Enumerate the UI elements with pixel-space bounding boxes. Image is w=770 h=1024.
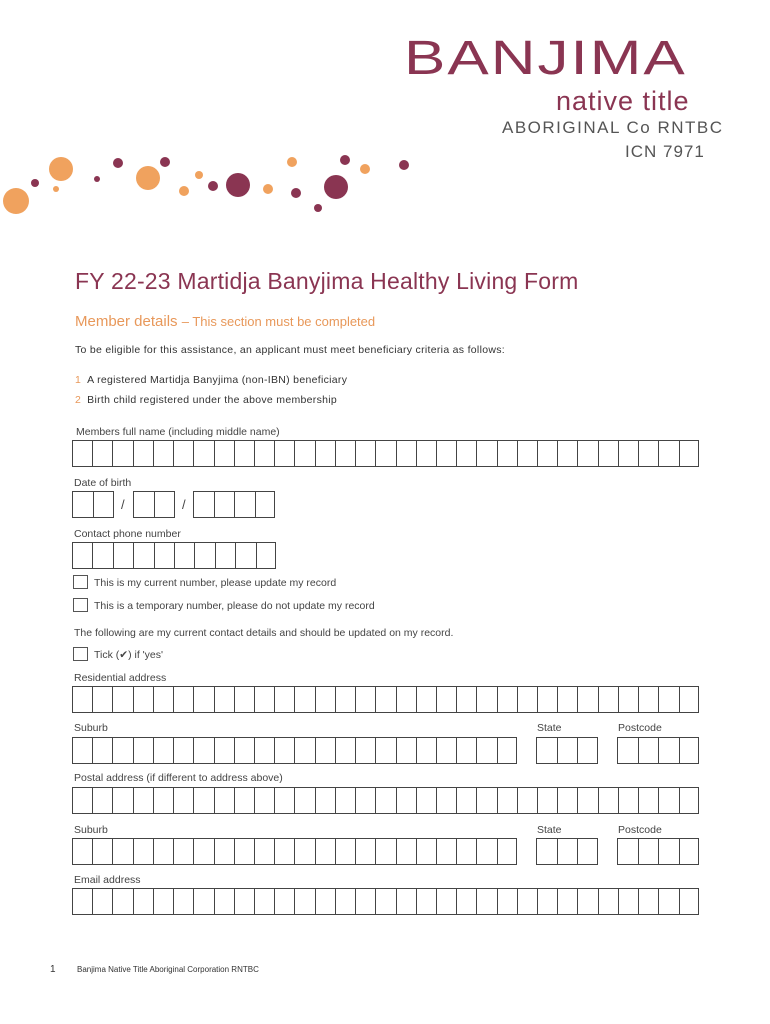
character-box[interactable] xyxy=(93,543,113,568)
character-box[interactable] xyxy=(619,788,639,813)
character-box[interactable] xyxy=(618,839,639,864)
residential-address-label: Residential address xyxy=(74,672,167,684)
character-box[interactable] xyxy=(275,441,295,466)
character-box[interactable] xyxy=(639,839,660,864)
character-box[interactable] xyxy=(558,441,578,466)
character-box[interactable] xyxy=(376,839,396,864)
character-box[interactable] xyxy=(134,889,154,914)
character-box[interactable] xyxy=(477,889,497,914)
character-box[interactable] xyxy=(255,441,275,466)
character-box[interactable] xyxy=(235,788,255,813)
character-box[interactable] xyxy=(518,889,538,914)
character-box[interactable] xyxy=(215,889,235,914)
character-box[interactable] xyxy=(599,441,619,466)
dob-day-field[interactable] xyxy=(72,491,114,518)
character-box[interactable] xyxy=(680,788,700,813)
character-box[interactable] xyxy=(659,839,680,864)
character-box[interactable] xyxy=(174,687,194,712)
character-box[interactable] xyxy=(619,687,639,712)
character-box[interactable] xyxy=(174,839,194,864)
character-box[interactable] xyxy=(316,788,336,813)
dob-separator: / xyxy=(121,497,125,512)
character-box[interactable] xyxy=(477,839,497,864)
character-box[interactable] xyxy=(639,889,659,914)
character-box[interactable] xyxy=(558,738,579,763)
character-box[interactable] xyxy=(457,441,477,466)
character-box[interactable] xyxy=(73,889,93,914)
character-box[interactable] xyxy=(578,889,598,914)
character-box[interactable] xyxy=(216,543,236,568)
character-box[interactable] xyxy=(376,441,396,466)
decorative-dots xyxy=(0,145,420,220)
suburb-label: Suburb xyxy=(74,722,108,734)
state-field[interactable] xyxy=(536,737,598,764)
character-box[interactable] xyxy=(498,839,518,864)
character-box[interactable] xyxy=(498,441,518,466)
character-box[interactable] xyxy=(134,687,154,712)
character-box[interactable] xyxy=(599,687,619,712)
footer-org: Banjima Native Title Aboriginal Corporation RNTBC xyxy=(77,965,259,974)
character-box[interactable] xyxy=(113,839,133,864)
criteria-item xyxy=(75,375,347,386)
character-box[interactable] xyxy=(295,738,315,763)
character-box[interactable] xyxy=(155,492,176,517)
character-box[interactable] xyxy=(336,788,356,813)
character-box[interactable] xyxy=(639,687,659,712)
character-box[interactable] xyxy=(113,441,133,466)
postcode-field[interactable] xyxy=(617,737,699,764)
character-box[interactable] xyxy=(275,788,295,813)
character-box[interactable] xyxy=(578,687,598,712)
character-box[interactable] xyxy=(417,788,437,813)
character-box[interactable] xyxy=(457,788,477,813)
character-box[interactable] xyxy=(194,788,214,813)
character-box[interactable] xyxy=(113,788,133,813)
character-box[interactable] xyxy=(680,889,700,914)
character-box[interactable] xyxy=(397,738,417,763)
character-box[interactable] xyxy=(154,889,174,914)
character-box[interactable] xyxy=(336,687,356,712)
character-box[interactable] xyxy=(397,788,417,813)
character-box[interactable] xyxy=(73,687,93,712)
character-box[interactable] xyxy=(397,889,417,914)
character-box[interactable] xyxy=(437,889,457,914)
postal-state-field[interactable] xyxy=(536,838,598,865)
character-box[interactable] xyxy=(194,738,214,763)
character-box[interactable] xyxy=(336,889,356,914)
character-box[interactable] xyxy=(518,441,538,466)
character-box[interactable] xyxy=(154,441,174,466)
character-box[interactable] xyxy=(215,788,235,813)
character-box[interactable] xyxy=(599,889,619,914)
character-box[interactable] xyxy=(356,889,376,914)
character-box[interactable] xyxy=(215,492,236,517)
postal-postcode-field[interactable] xyxy=(617,838,699,865)
character-box[interactable] xyxy=(215,738,235,763)
character-box[interactable] xyxy=(618,738,639,763)
dob-year-field[interactable] xyxy=(193,491,275,518)
character-box[interactable] xyxy=(235,738,255,763)
character-box[interactable] xyxy=(356,839,376,864)
character-box[interactable] xyxy=(356,738,376,763)
character-box[interactable] xyxy=(113,889,133,914)
character-box[interactable] xyxy=(437,738,457,763)
character-box[interactable] xyxy=(295,441,315,466)
character-box[interactable] xyxy=(154,738,174,763)
section-heading xyxy=(75,314,375,329)
character-box[interactable] xyxy=(134,492,155,517)
logo-org-line: ABORIGINAL Co RNTBC xyxy=(502,118,724,137)
character-box[interactable] xyxy=(155,543,175,568)
character-box[interactable] xyxy=(175,543,195,568)
character-box[interactable] xyxy=(538,687,558,712)
postcode-label: Postcode xyxy=(618,722,662,734)
character-box[interactable] xyxy=(134,788,154,813)
character-box[interactable] xyxy=(275,738,295,763)
postal-postcode-label: Postcode xyxy=(618,824,662,836)
character-box[interactable] xyxy=(680,441,700,466)
tick-label: Tick (✔) if 'yes' xyxy=(94,649,163,661)
character-box[interactable] xyxy=(73,839,93,864)
character-box[interactable] xyxy=(376,687,396,712)
character-box[interactable] xyxy=(498,738,518,763)
character-box[interactable] xyxy=(113,738,133,763)
character-box[interactable] xyxy=(316,687,336,712)
character-box[interactable] xyxy=(316,839,336,864)
character-box[interactable] xyxy=(376,788,396,813)
character-box[interactable] xyxy=(255,687,275,712)
character-box[interactable] xyxy=(336,839,356,864)
criteria-text: Birth child registered under the above membership xyxy=(87,394,338,406)
character-box[interactable] xyxy=(397,839,417,864)
character-box[interactable] xyxy=(73,543,93,568)
character-box[interactable] xyxy=(174,788,194,813)
character-box[interactable] xyxy=(256,492,277,517)
character-box[interactable] xyxy=(93,889,113,914)
character-box[interactable] xyxy=(477,788,497,813)
character-box[interactable] xyxy=(73,788,93,813)
character-box[interactable] xyxy=(578,738,599,763)
character-box[interactable] xyxy=(537,738,558,763)
character-box[interactable] xyxy=(236,543,256,568)
character-box[interactable] xyxy=(558,839,579,864)
character-box[interactable] xyxy=(659,788,679,813)
character-box[interactable] xyxy=(537,839,558,864)
character-box[interactable] xyxy=(397,441,417,466)
character-box[interactable] xyxy=(578,441,598,466)
character-box[interactable] xyxy=(255,738,275,763)
character-box[interactable] xyxy=(194,492,215,517)
character-box[interactable] xyxy=(578,788,598,813)
postal-address-field[interactable] xyxy=(72,787,699,814)
character-box[interactable] xyxy=(619,441,639,466)
character-box[interactable] xyxy=(457,738,477,763)
character-box[interactable] xyxy=(498,889,518,914)
character-box[interactable] xyxy=(659,738,680,763)
character-box[interactable] xyxy=(599,788,619,813)
character-box[interactable] xyxy=(477,687,497,712)
character-box[interactable] xyxy=(376,738,396,763)
character-box[interactable] xyxy=(114,543,134,568)
character-box[interactable] xyxy=(437,788,457,813)
character-box[interactable] xyxy=(174,889,194,914)
character-box[interactable] xyxy=(417,889,437,914)
character-box[interactable] xyxy=(275,687,295,712)
character-box[interactable] xyxy=(215,441,235,466)
dob-separator: / xyxy=(182,497,186,512)
email-label: Email address xyxy=(74,874,141,886)
character-box[interactable] xyxy=(215,687,235,712)
character-box[interactable] xyxy=(235,889,255,914)
postal-address-label: Postal address (if different to address above) xyxy=(74,772,283,784)
character-box[interactable] xyxy=(680,738,701,763)
postal-suburb-label: Suburb xyxy=(74,824,108,836)
character-box[interactable] xyxy=(295,687,315,712)
character-box[interactable] xyxy=(336,738,356,763)
character-box[interactable] xyxy=(316,738,336,763)
contact-details-checkbox[interactable] xyxy=(73,647,88,661)
character-box[interactable] xyxy=(194,687,214,712)
character-box[interactable] xyxy=(235,492,256,517)
character-box[interactable] xyxy=(659,889,679,914)
section-note: – This section must be completed xyxy=(181,314,376,329)
character-box[interactable] xyxy=(659,687,679,712)
character-box[interactable] xyxy=(356,788,376,813)
character-box[interactable] xyxy=(518,687,538,712)
postal-state-label: State xyxy=(537,824,562,836)
character-box[interactable] xyxy=(356,687,376,712)
criteria-text: A registered Martidja Banyjima (non-IBN) beneficiary xyxy=(87,374,348,386)
character-box[interactable] xyxy=(639,788,659,813)
logo-icn: ICN 7971 xyxy=(625,142,705,161)
character-box[interactable] xyxy=(275,889,295,914)
character-box[interactable] xyxy=(457,839,477,864)
full-name-label: Members full name (including middle name) xyxy=(76,426,280,438)
character-box[interactable] xyxy=(417,738,437,763)
character-box[interactable] xyxy=(255,788,275,813)
character-box[interactable] xyxy=(316,889,336,914)
character-box[interactable] xyxy=(376,889,396,914)
character-box[interactable] xyxy=(397,687,417,712)
character-box[interactable] xyxy=(257,543,277,568)
character-box[interactable] xyxy=(113,687,133,712)
character-box[interactable] xyxy=(295,788,315,813)
criteria-number: 1 xyxy=(75,374,82,386)
current-number-checkbox[interactable] xyxy=(73,575,88,589)
contact-statement: The following are my current contact details and should be updated on my record. xyxy=(74,627,454,639)
character-box[interactable] xyxy=(255,839,275,864)
character-box[interactable] xyxy=(134,441,154,466)
character-box[interactable] xyxy=(680,839,701,864)
character-box[interactable] xyxy=(498,788,518,813)
character-box[interactable] xyxy=(437,839,457,864)
character-box[interactable] xyxy=(154,839,174,864)
character-box[interactable] xyxy=(639,441,659,466)
character-box[interactable] xyxy=(417,441,437,466)
character-box[interactable] xyxy=(194,839,214,864)
character-box[interactable] xyxy=(255,889,275,914)
character-box[interactable] xyxy=(498,687,518,712)
current-number-label: This is my current number, please update my record xyxy=(94,577,337,589)
character-box[interactable] xyxy=(437,441,457,466)
character-box[interactable] xyxy=(73,441,93,466)
dob-label: Date of birth xyxy=(74,477,132,489)
character-box[interactable] xyxy=(316,441,336,466)
residential-address-field[interactable] xyxy=(72,686,699,713)
character-box[interactable] xyxy=(275,839,295,864)
email-field[interactable] xyxy=(72,888,699,915)
character-box[interactable] xyxy=(235,441,255,466)
form-title: FY 22-23 Martidja Banyjima Healthy Living Form xyxy=(75,268,579,294)
character-box[interactable] xyxy=(174,738,194,763)
character-box[interactable] xyxy=(134,839,154,864)
character-box[interactable] xyxy=(174,441,194,466)
character-box[interactable] xyxy=(73,492,94,517)
character-box[interactable] xyxy=(93,738,113,763)
character-box[interactable] xyxy=(94,492,115,517)
character-box[interactable] xyxy=(134,543,154,568)
character-box[interactable] xyxy=(93,788,113,813)
character-box[interactable] xyxy=(235,839,255,864)
character-box[interactable] xyxy=(215,839,235,864)
logo-wordmark: BANJIMA xyxy=(404,30,687,85)
character-box[interactable] xyxy=(93,441,113,466)
character-box[interactable] xyxy=(235,687,255,712)
character-box[interactable] xyxy=(477,738,497,763)
character-box[interactable] xyxy=(194,441,214,466)
character-box[interactable] xyxy=(680,687,700,712)
character-box[interactable] xyxy=(356,441,376,466)
dob-month-field[interactable] xyxy=(133,491,175,518)
eligibility-intro: To be eligible for this assistance, an applicant must meet beneficiary criteria as follows: xyxy=(75,344,505,356)
character-box[interactable] xyxy=(457,889,477,914)
suburb-field[interactable] xyxy=(72,737,517,764)
state-label: State xyxy=(537,722,562,734)
criteria-number: 2 xyxy=(75,394,82,406)
character-box[interactable] xyxy=(154,687,174,712)
character-box[interactable] xyxy=(93,839,113,864)
character-box[interactable] xyxy=(639,738,660,763)
character-box[interactable] xyxy=(578,839,599,864)
character-box[interactable] xyxy=(295,889,315,914)
character-box[interactable] xyxy=(195,543,215,568)
section-heading-text: Member details xyxy=(75,313,178,330)
character-box[interactable] xyxy=(558,687,578,712)
full-name-field[interactable] xyxy=(72,440,699,467)
character-box[interactable] xyxy=(93,687,113,712)
character-box[interactable] xyxy=(134,738,154,763)
page-number: 1 xyxy=(50,964,56,975)
character-box[interactable] xyxy=(417,687,437,712)
character-box[interactable] xyxy=(154,788,174,813)
character-box[interactable] xyxy=(477,441,497,466)
character-box[interactable] xyxy=(336,441,356,466)
temporary-number-checkbox[interactable] xyxy=(73,598,88,612)
character-box[interactable] xyxy=(194,889,214,914)
temporary-number-label: This is a temporary number, please do not update my record xyxy=(94,600,375,612)
character-box[interactable] xyxy=(558,788,578,813)
character-box[interactable] xyxy=(538,441,558,466)
character-box[interactable] xyxy=(619,889,639,914)
character-box[interactable] xyxy=(538,889,558,914)
character-box[interactable] xyxy=(295,839,315,864)
phone-field[interactable] xyxy=(72,542,276,569)
character-box[interactable] xyxy=(659,441,679,466)
character-box[interactable] xyxy=(538,788,558,813)
character-box[interactable] xyxy=(558,889,578,914)
character-box[interactable] xyxy=(457,687,477,712)
character-box[interactable] xyxy=(417,839,437,864)
criteria-item xyxy=(75,395,337,406)
character-box[interactable] xyxy=(73,738,93,763)
logo-subtitle: native title xyxy=(556,86,690,116)
character-box[interactable] xyxy=(437,687,457,712)
phone-label: Contact phone number xyxy=(74,528,181,540)
character-box[interactable] xyxy=(518,788,538,813)
postal-suburb-field[interactable] xyxy=(72,838,517,865)
